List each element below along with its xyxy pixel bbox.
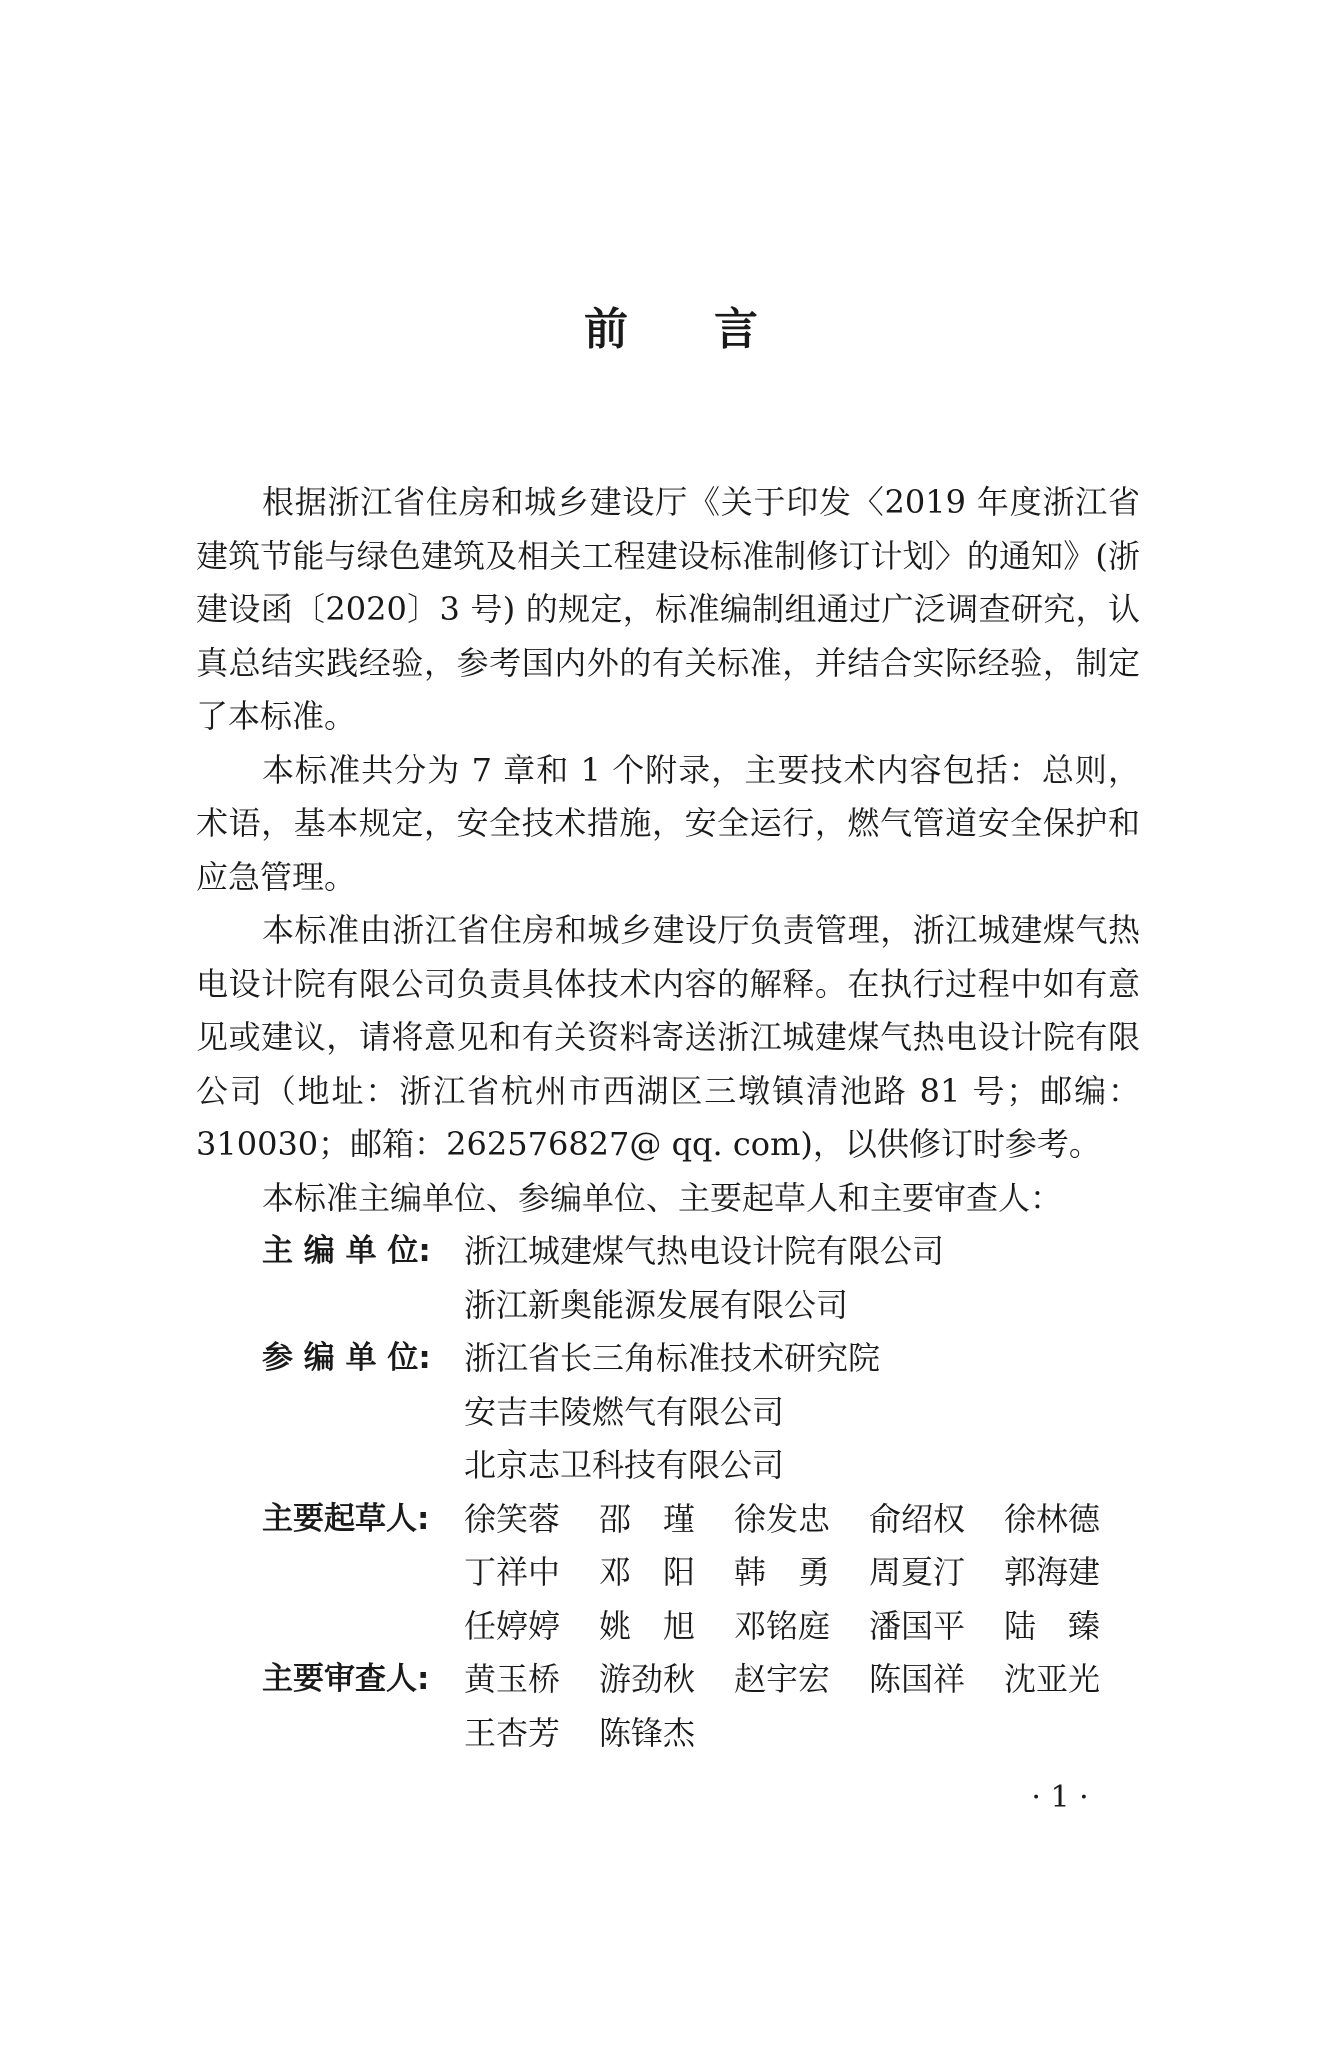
title-char-1: 前 bbox=[584, 304, 628, 355]
reviewers-row bbox=[196, 1653, 1140, 1760]
chief-units-list bbox=[464, 1225, 1140, 1332]
reviewer-name: 陈国祥 bbox=[869, 1660, 966, 1698]
reviewer-name: 王杏芳 bbox=[464, 1713, 561, 1752]
drafter-name: 任婷婷 bbox=[464, 1606, 561, 1645]
drafter-name: 邓 阳 bbox=[599, 1553, 696, 1591]
drafter-name: 徐笑蓉 bbox=[464, 1499, 561, 1538]
participating-units-label: 参 编 单 位: bbox=[262, 1340, 431, 1376]
reviewer-name: 沈亚光 bbox=[1004, 1660, 1101, 1698]
reviewer-name: 黄玉桥 bbox=[464, 1660, 561, 1698]
drafter-name: 丁祥中 bbox=[464, 1553, 561, 1591]
reviewer-name: 游劲秋 bbox=[599, 1660, 696, 1698]
title-char-2: 言 bbox=[714, 304, 758, 355]
credits-block bbox=[196, 1225, 1140, 1760]
drafter-name: 邓铭庭 bbox=[734, 1606, 831, 1645]
chief-units-label: 主 编 单 位: bbox=[262, 1233, 431, 1269]
page-number: · 1 · bbox=[1031, 1780, 1089, 1815]
drafter-name: 郭海建 bbox=[1004, 1553, 1101, 1591]
participating-units-row bbox=[196, 1332, 1140, 1493]
participating-unit-item: 北京志卫科技有限公司 bbox=[464, 1446, 785, 1484]
drafter-name: 姚 旭 bbox=[599, 1606, 696, 1645]
reviewers-label: 主要审查人: bbox=[262, 1661, 430, 1697]
drafters-list bbox=[464, 1493, 1140, 1654]
drafter-name: 周夏汀 bbox=[869, 1553, 966, 1591]
chief-unit-item: 浙江新奥能源发展有限公司 bbox=[464, 1285, 849, 1324]
paragraph-contents: 本标准共分为 7 章和 1 个附录，主要技术内容包括：总则，术语，基本规定，安全技术措施，安全运行，燃气管道安全保护和应急管理。 bbox=[196, 750, 1140, 896]
paragraph-basis: 根据浙江省住房和城乡建设厅《关于印发〈2019 年度浙江省建筑节能与绿色建筑及相关工程建设标准制修订计划〉的通知》(浙建设函〔2020〕3 号) 的规定，标准编制组通过广泛调查研究，认真总结实践经验，参考国内外的有关标准，并结合实际经验，制定了本标准。 bbox=[196, 483, 1140, 735]
page-title bbox=[0, 300, 1342, 360]
reviewer-name: 陈锋杰 bbox=[599, 1713, 696, 1752]
paragraph-management: 本标准由浙江省住房和城乡建设厅负责管理，浙江城建煤气热电设计院有限公司负责具体技术内容的解释。在执行过程中如有意见或建议，请将意见和有关资料寄送浙江城建煤气热电设计院有限公司（地址：浙江省杭州市西湖区三墩镇清池路 81 号；邮编：310030；邮箱：262576827@ qq. com)，以供修订时参考。 bbox=[196, 911, 1140, 1163]
chief-unit-item: 浙江城建煤气热电设计院有限公司 bbox=[464, 1232, 945, 1270]
participating-units-list bbox=[464, 1332, 1140, 1493]
participating-unit-item: 安吉丰陵燃气有限公司 bbox=[464, 1392, 785, 1431]
reviewer-name: 赵宇宏 bbox=[734, 1660, 831, 1698]
drafter-name: 邵 瑾 bbox=[599, 1499, 696, 1538]
preface-body bbox=[196, 476, 1140, 1760]
drafter-name: 陆 臻 bbox=[1004, 1606, 1101, 1645]
participating-unit-item: 浙江省长三角标准技术研究院 bbox=[464, 1339, 881, 1377]
paragraph-credits-intro: 本标准主编单位、参编单位、主要起草人和主要审查人： bbox=[262, 1178, 1063, 1217]
drafter-name: 俞绍权 bbox=[869, 1499, 966, 1538]
drafter-name: 徐林德 bbox=[1004, 1499, 1101, 1538]
drafters-row bbox=[196, 1493, 1140, 1654]
drafters-label: 主要起草人: bbox=[262, 1500, 430, 1537]
chief-units-row bbox=[196, 1225, 1140, 1332]
drafter-name: 徐发忠 bbox=[734, 1499, 831, 1538]
drafter-name: 潘国平 bbox=[869, 1606, 966, 1645]
drafter-name: 韩 勇 bbox=[734, 1553, 831, 1591]
reviewers-list bbox=[464, 1653, 1140, 1760]
